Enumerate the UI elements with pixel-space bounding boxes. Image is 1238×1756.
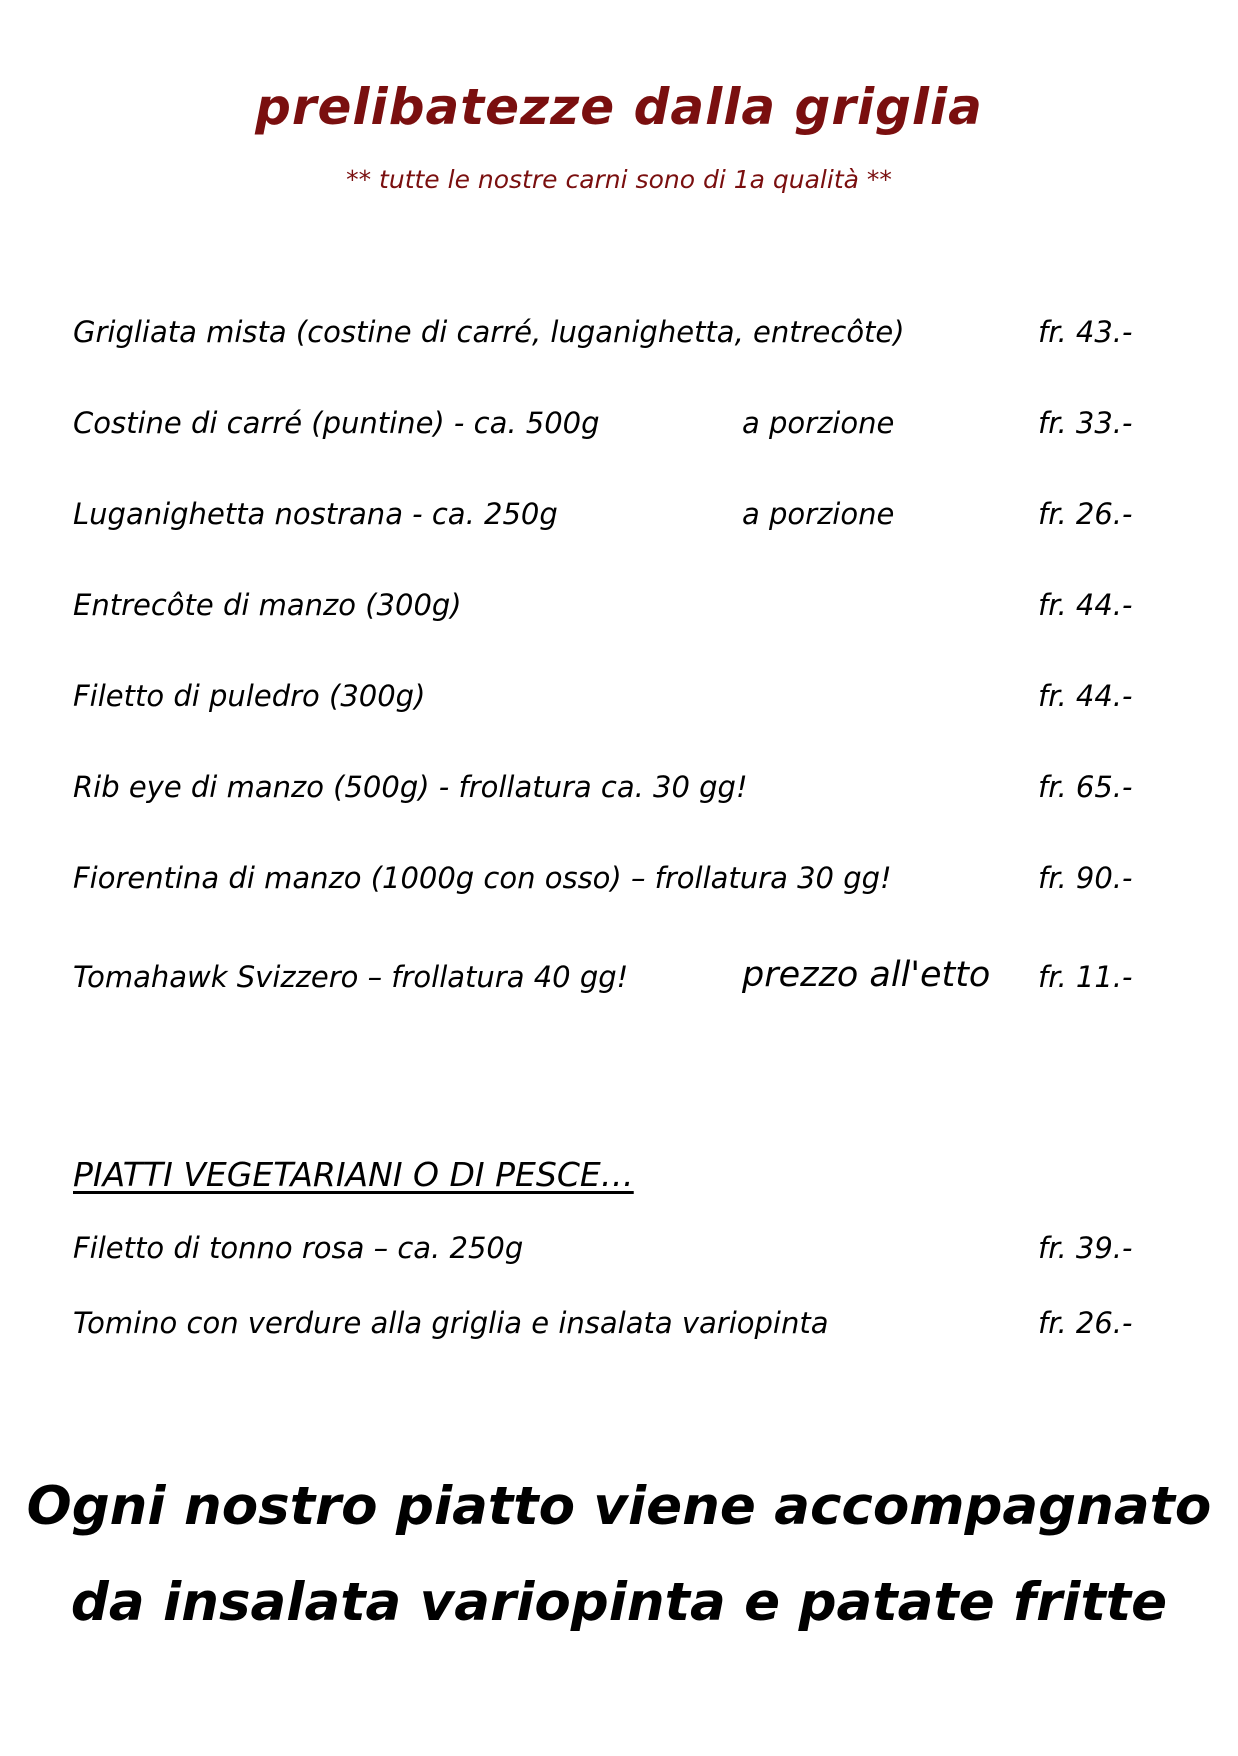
item-name: Entrecôte di manzo (300g) (73, 588, 462, 622)
item-note: a porzione (742, 406, 895, 440)
item-name: Grigliata mista (costine di carré, luganighetta, entrecôte) (73, 315, 905, 349)
item-price: fr. 43.- (1038, 315, 1133, 349)
menu-item (0, 861, 1238, 901)
item-price: fr. 11.- (1038, 960, 1133, 994)
menu-item (0, 1231, 1238, 1271)
menu-item (0, 588, 1238, 628)
item-name: Filetto di puledro (300g) (73, 679, 426, 713)
item-price: fr. 26.- (1038, 497, 1133, 531)
item-price: fr. 26.- (1038, 1306, 1133, 1340)
item-price: fr. 44.- (1038, 679, 1133, 713)
item-name: Luganighetta nostrana - ca. 250g (73, 497, 558, 531)
footer-line-2: da insalata variopinta e patate fritte (70, 1572, 1168, 1633)
item-name: Fiorentina di manzo (1000g con osso) – frollatura 30 gg! (73, 861, 892, 895)
menu-item (0, 955, 1238, 1000)
menu-item (0, 1306, 1238, 1346)
item-name: Tomino con verdure alla griglia e insalata variopinta (73, 1306, 829, 1340)
item-note: prezzo all'etto (742, 955, 991, 995)
menu-item (0, 315, 1238, 355)
item-name: Tomahawk Svizzero – frollatura 40 gg! (73, 960, 629, 994)
menu-subtitle: ** tutte le nostre carni sono di 1a qualità ** (346, 165, 892, 194)
footer-line-1: Ogni nostro piatto viene accompagnato (26, 1476, 1212, 1537)
menu-title: prelibatezze dalla griglia (255, 78, 983, 136)
menu-item (0, 497, 1238, 537)
menu-item (0, 770, 1238, 810)
item-name: Rib eye di manzo (500g) - frollatura ca. 30 gg! (73, 770, 748, 804)
menu-item (0, 406, 1238, 446)
section-heading: PIATTI VEGETARIANI O DI PESCE… (73, 1155, 634, 1194)
item-name: Filetto di tonno rosa – ca. 250g (73, 1231, 524, 1265)
menu-item (0, 679, 1238, 719)
item-price: fr. 90.- (1038, 861, 1133, 895)
item-price: fr. 33.- (1038, 406, 1133, 440)
item-name: Costine di carré (puntine) - ca. 500g (73, 406, 600, 440)
item-price: fr. 44.- (1038, 588, 1133, 622)
item-note: a porzione (742, 497, 895, 531)
item-price: fr. 39.- (1038, 1231, 1133, 1265)
item-price: fr. 65.- (1038, 770, 1133, 804)
